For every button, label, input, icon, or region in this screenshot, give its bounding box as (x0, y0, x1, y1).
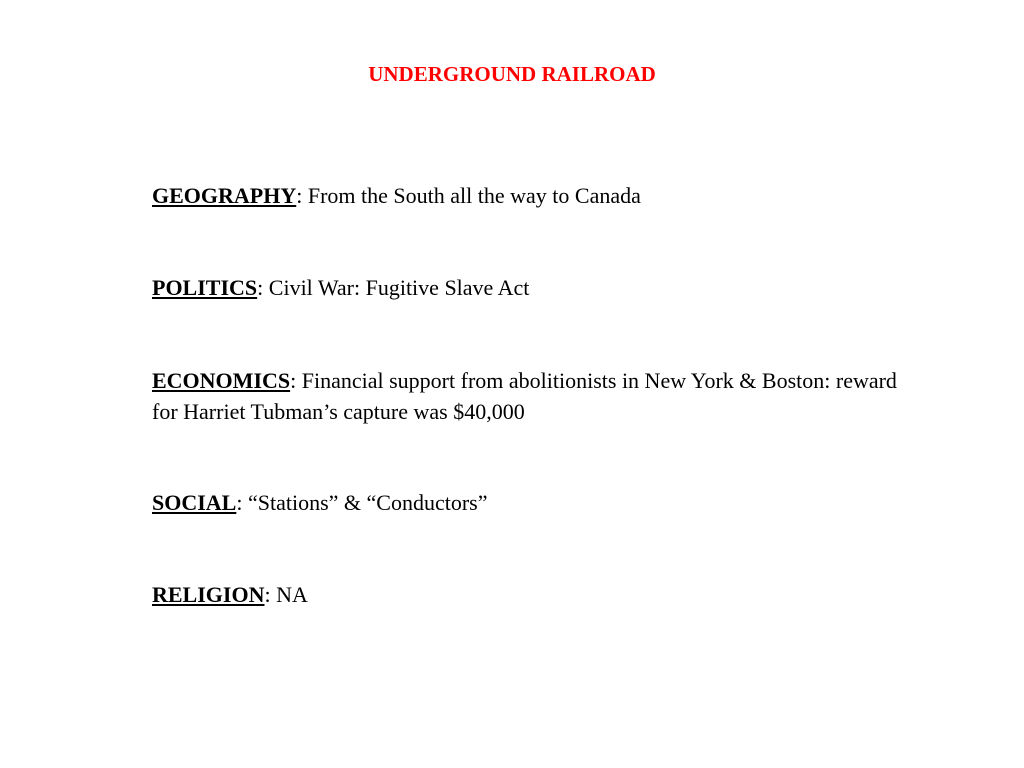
item-label-geography: GEOGRAPHY (152, 183, 297, 208)
item-economics (152, 365, 912, 427)
item-text-economics: Financial support from abolitionists in New York & Boston: reward for Harriet Tubman’s capture was $40,000 (152, 368, 897, 424)
item-separator: : (264, 582, 277, 607)
item-separator: : (290, 368, 302, 393)
item-text-geography: From the South all the way to Canada (307, 183, 641, 208)
item-text-religion: NA (276, 582, 308, 607)
item-text-social: “Stations” & “Conductors” (247, 490, 488, 515)
item-separator: : (257, 275, 269, 300)
slide-title: UNDERGROUND RAILROAD (368, 62, 656, 86)
item-separator: : (296, 183, 308, 208)
item-politics (152, 272, 912, 303)
item-geography (152, 180, 912, 211)
item-label-economics: ECONOMICS (152, 368, 291, 393)
item-label-religion: RELIGION (152, 582, 265, 607)
item-label-politics: POLITICS (152, 275, 258, 300)
item-religion (152, 579, 912, 610)
item-text-politics: Civil War: Fugitive Slave Act (268, 275, 530, 300)
item-separator: : (236, 490, 248, 515)
item-social (152, 487, 912, 518)
item-label-social: SOCIAL (152, 490, 237, 515)
